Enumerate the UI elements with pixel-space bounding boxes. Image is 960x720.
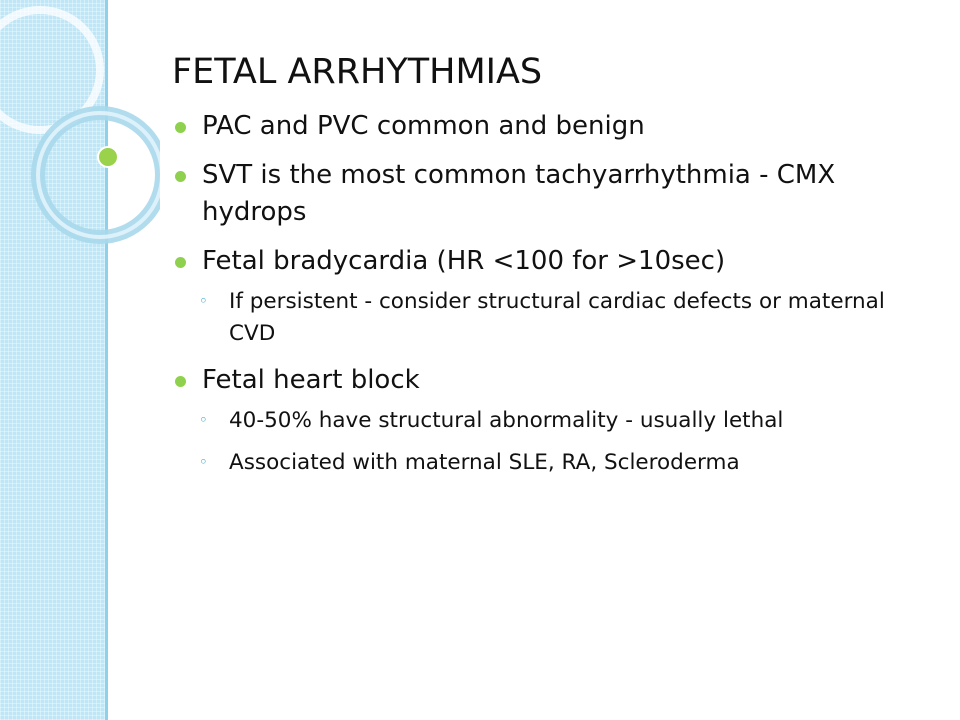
bullet-text: Fetal heart block: [202, 365, 420, 395]
bullet-text: PAC and PVC common and benign: [202, 111, 645, 141]
ring-bullet-icon: ◦: [199, 292, 208, 310]
bullet-dot-icon: [175, 257, 186, 268]
green-dot-decoration: [98, 147, 118, 167]
bullet-item: [172, 362, 932, 479]
sub-bullet-text: Associated with maternal SLE, RA, Scleroderma: [229, 450, 740, 475]
sub-bullet-list: [198, 286, 932, 350]
bullet-item: [172, 243, 932, 350]
bullet-dot-icon: [175, 122, 186, 133]
sub-bullet-item: [198, 286, 932, 350]
mid-ring-highlight-decoration: [38, 113, 160, 237]
sub-bullet-item: [198, 405, 932, 437]
decorative-circles: [0, 0, 160, 260]
bullet-dot-icon: [175, 376, 186, 387]
small-ring-decoration: [122, 141, 130, 149]
bullet-item: [172, 157, 932, 231]
slide-title: FETAL ARRHYTHMIAS: [172, 52, 543, 92]
sub-bullet-list: [198, 405, 932, 479]
sub-bullet-item: [198, 447, 932, 479]
bullet-list: [172, 108, 932, 491]
sub-bullet-text: If persistent - consider structural cardiac defects or maternal CVD: [229, 289, 885, 346]
bullet-dot-icon: [175, 171, 186, 182]
sub-bullet-text: 40-50% have structural abnormality - usually lethal: [229, 408, 784, 433]
bullet-text: Fetal bradycardia (HR <100 for >10sec): [202, 246, 726, 276]
ring-bullet-icon: ◦: [199, 453, 208, 471]
ring-bullet-icon: ◦: [199, 411, 208, 429]
bullet-text: SVT is the most common tachyarrhythmia - CMX hydrops: [202, 160, 836, 227]
bullet-item: [172, 108, 932, 145]
